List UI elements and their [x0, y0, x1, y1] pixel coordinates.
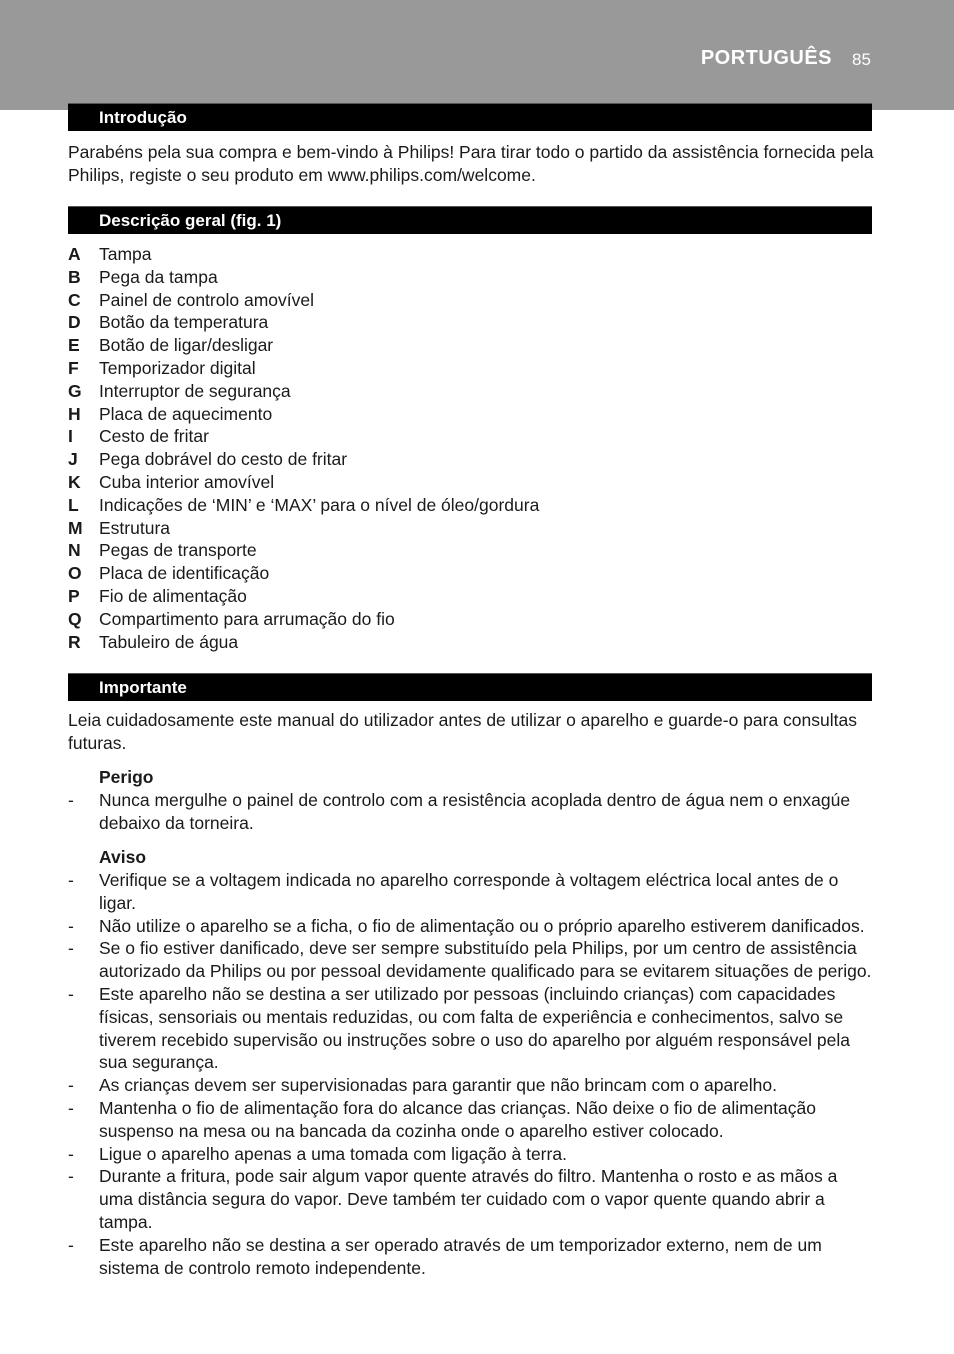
bullet-text: Não utilize o aparelho se a ficha, o fio de alimentação ou o próprio aparelho estiverem danificados.: [99, 915, 865, 936]
section-header-important: [68, 673, 872, 701]
part-letter: O: [68, 563, 82, 584]
part-letter: P: [68, 585, 80, 606]
part-label: Cuba interior amovível: [99, 471, 275, 492]
part-letter: N: [68, 540, 81, 561]
bullet-dash: -: [68, 790, 74, 810]
part-letter: H: [68, 403, 81, 424]
bullet-text: Durante a fritura, pode sair algum vapor quente através do filtro. Mantenha o rosto e as mãos a uma distância segura do vapor. Deve também ter cuidado com o vapor quente quando abrir a tampa.: [99, 1166, 838, 1232]
danger-heading: Perigo: [99, 767, 154, 787]
bullet-item: [68, 1165, 874, 1233]
warning-list: [68, 869, 874, 1279]
part-item: [68, 608, 539, 631]
part-label: Placa de aquecimento: [99, 403, 273, 424]
section-title: Importante: [99, 678, 187, 697]
bullet-item: [68, 1234, 874, 1280]
part-label: Pega da tampa: [99, 266, 218, 287]
part-letter: G: [68, 380, 82, 401]
part-label: Estrutura: [99, 517, 170, 538]
part-item: [68, 517, 539, 540]
part-item: [68, 357, 539, 380]
part-item: [68, 539, 539, 562]
bullet-dash: -: [68, 1143, 74, 1164]
part-label: Placa de identificação: [99, 563, 270, 584]
bullet-item: [68, 1074, 874, 1097]
bullet-item: [68, 983, 874, 1074]
part-label: Compartimento para arrumação do fio: [99, 608, 395, 629]
part-item: [68, 631, 539, 654]
bullet-item: [68, 789, 874, 835]
part-item: [68, 562, 539, 585]
section-header-overview: [68, 206, 872, 234]
part-label: Pegas de transporte: [99, 540, 257, 561]
part-letter: M: [68, 517, 83, 538]
bullet-dash: -: [68, 1075, 74, 1096]
part-item: [68, 425, 539, 448]
bullet-item: [68, 937, 874, 983]
part-item: [68, 585, 539, 608]
part-item: [68, 448, 539, 471]
bullet-text: Este aparelho não se destina a ser operado através de um temporizador externo, nem de um sistema de controlo remoto independente.: [99, 1234, 822, 1278]
part-label: Tampa: [99, 244, 152, 264]
bullet-text: Mantenha o fio de alimentação fora do alcance das crianças. Não deixe o fio de alimentação suspenso na mesa ou na bancada da cozinha onde o aparelho estiver colocado.: [99, 1097, 816, 1141]
bullet-dash: -: [68, 915, 74, 936]
part-item: [68, 403, 539, 426]
part-letter: I: [68, 426, 73, 447]
bullet-item: [68, 915, 874, 938]
bullet-dash: -: [68, 938, 74, 959]
part-label: Botão da temperatura: [99, 312, 269, 333]
part-item: [68, 289, 539, 312]
bullet-text: Verifique se a voltagem indicada no aparelho corresponde à voltagem eléctrica local antes de o ligar.: [99, 870, 839, 913]
part-letter: Q: [68, 608, 82, 629]
part-item: [68, 243, 539, 266]
bullet-item: [68, 869, 874, 915]
intro-paragraph: Parabéns pela sua compra e bem-vindo à Philips! Para tirar todo o partido da assistência fornecida pela Philips, registe o seu produto em www.philips.com/welcome.: [68, 142, 874, 185]
language-label: PORTUGUÊS: [700, 47, 832, 69]
bullet-dash: -: [68, 1234, 74, 1255]
part-letter: K: [68, 471, 81, 492]
part-item: [68, 334, 539, 357]
part-letter: B: [68, 266, 81, 287]
part-letter: F: [68, 357, 79, 378]
bullet-item: [68, 1097, 874, 1143]
part-letter: R: [68, 631, 81, 652]
part-letter: D: [68, 312, 81, 333]
part-letter: J: [68, 449, 78, 470]
part-letter: C: [68, 289, 81, 310]
part-label: Temporizador digital: [99, 357, 256, 378]
part-item: [68, 266, 539, 289]
section-title: Introdução: [99, 108, 187, 127]
important-paragraph: Leia cuidadosamente este manual do utilizador antes de utilizar o aparelho e guarde-o para consultas futuras.: [68, 710, 857, 753]
part-label: Indicações de ‘MIN’ e ‘MAX’ para o nível de óleo/gordura: [99, 494, 540, 515]
bullet-dash: -: [68, 1097, 74, 1118]
bullet-text: As crianças devem ser supervisionadas para garantir que não brincam com o aparelho.: [99, 1075, 777, 1096]
danger-list: [68, 789, 874, 835]
part-letter: A: [68, 244, 81, 264]
header-bar: [0, 0, 954, 110]
part-item: [68, 311, 539, 334]
part-item: [68, 380, 539, 403]
part-label: Interruptor de segurança: [99, 380, 291, 401]
bullet-item: [68, 1143, 874, 1166]
part-label: Botão de ligar/desligar: [99, 335, 274, 356]
bullet-text: Ligue o aparelho apenas a uma tomada com ligação à terra.: [99, 1143, 567, 1164]
part-item: [68, 471, 539, 494]
section-title: Descrição geral (fig. 1): [99, 211, 282, 230]
part-item: [68, 494, 539, 517]
parts-list: [68, 243, 539, 653]
part-label: Tabuleiro de água: [99, 631, 239, 652]
bullet-dash: -: [68, 983, 74, 1004]
part-label: Cesto de fritar: [99, 426, 209, 447]
part-letter: E: [68, 335, 80, 356]
page-number: 85: [852, 50, 871, 69]
bullet-dash: -: [68, 1166, 74, 1187]
part-letter: L: [68, 494, 79, 515]
bullet-text: Este aparelho não se destina a ser utilizado por pessoas (incluindo crianças) com capacidades físicas, sensoriais ou mentais reduzidas, ou com falta de experiência e conhecimentos, salvo se tiverem recebido supervisão ou instruções sobre o uso do aparelho por alguém responsável pela sua segurança.: [99, 983, 850, 1073]
bullet-text: Nunca mergulhe o painel de controlo com a resistência acoplada dentro de água nem o enxagúe debaixo da torneira.: [99, 790, 851, 833]
bullet-text: Se o fio estiver danificado, deve ser sempre substituído pela Philips, por um centro de assistência autorizado da Philips ou por pessoal devidamente qualificado para se evitarem situações de perigo.: [99, 938, 872, 982]
warning-heading: Aviso: [99, 847, 147, 867]
section-header-intro: [68, 103, 872, 131]
part-label: Painel de controlo amovível: [99, 289, 314, 310]
bullet-dash: -: [68, 870, 74, 890]
part-label: Fio de alimentação: [99, 585, 247, 606]
part-label: Pega dobrável do cesto de fritar: [99, 449, 348, 470]
